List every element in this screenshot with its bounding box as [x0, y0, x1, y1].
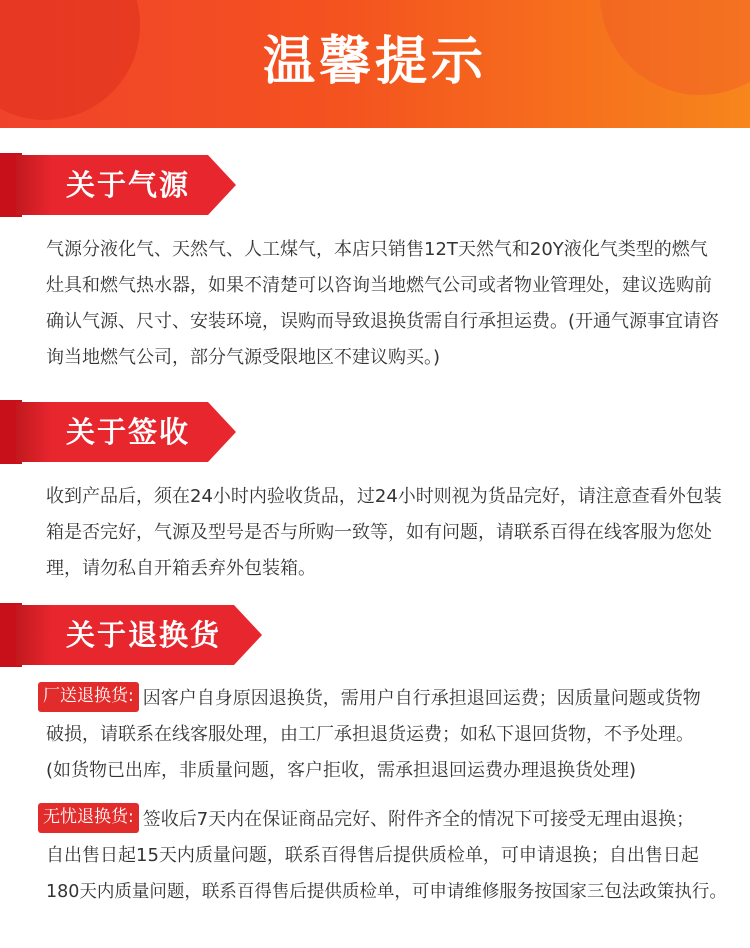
section-heading-label: 关于退换货 [66, 618, 222, 652]
worry-free-return-badge: 无忧退换货: [38, 803, 139, 833]
text-line: 因客户自身原因退换货，需用户自行承担退回运费；因质量问题或货物 [142, 688, 701, 709]
section-heading-receipt [0, 400, 240, 464]
text-line: 自出售日起15天内质量问题，联系百得售后提供质检单，可申请退换；自出售日起 [46, 845, 699, 866]
section-heading-returns [0, 603, 265, 667]
text-line: 180天内质量问题，联系百得售后提供质检单，可申请维修服务按国家三包法政策执行。 [46, 882, 727, 902]
text-line: 收到产品后，须在24小时内验收货品，过24小时则视为货品完好，请注意查看外包装 [46, 486, 722, 507]
section-text-receipt [46, 479, 736, 587]
text-line: 确认气源、尺寸、安装环境，误购而导致退换货需自行承担运费。(开通气源事宜请咨 [46, 311, 720, 332]
text-line: 签收后7天内在保证商品完好、附件齐全的情况下可接受无理由退换； [142, 809, 695, 830]
section-heading-label: 关于签收 [66, 415, 191, 449]
text-line: 理，请勿私自开箱丢弃外包装箱。 [46, 558, 316, 579]
page-title: 温馨提示 [262, 32, 487, 92]
section-text-gas-source [46, 232, 736, 376]
text-line: 询当地燃气公司，部分气源受限地区不建议购买。) [46, 347, 441, 368]
section-heading-gas-source [0, 153, 240, 217]
text-line: (如货物已出库，非质量问题，客户拒收，需承担退回运费办理退换货处理) [46, 760, 637, 781]
factory-return-badge: 厂送退换货: [38, 682, 139, 712]
text-line: 灶具和燃气热水器，如果不清楚可以咨询当地燃气公司或者物业管理处，建议选购前 [46, 275, 712, 296]
text-line: 气源分液化气、天然气、人工煤气，本店只销售12T天然气和20Y液化气类型的燃气 [46, 239, 708, 260]
text-line: 箱是否完好，气源及型号是否与所购一致等，如有问题，请联系百得在线客服为您处 [46, 522, 712, 543]
returns-block-factory [38, 681, 748, 789]
section-heading-label: 关于气源 [66, 168, 191, 202]
returns-block-worry-free [38, 802, 748, 910]
text-line: 破损，请联系在线客服处理，由工厂承担退货运费；如私下退回货物，不予处理。 [46, 724, 694, 745]
header-banner [0, 0, 750, 128]
